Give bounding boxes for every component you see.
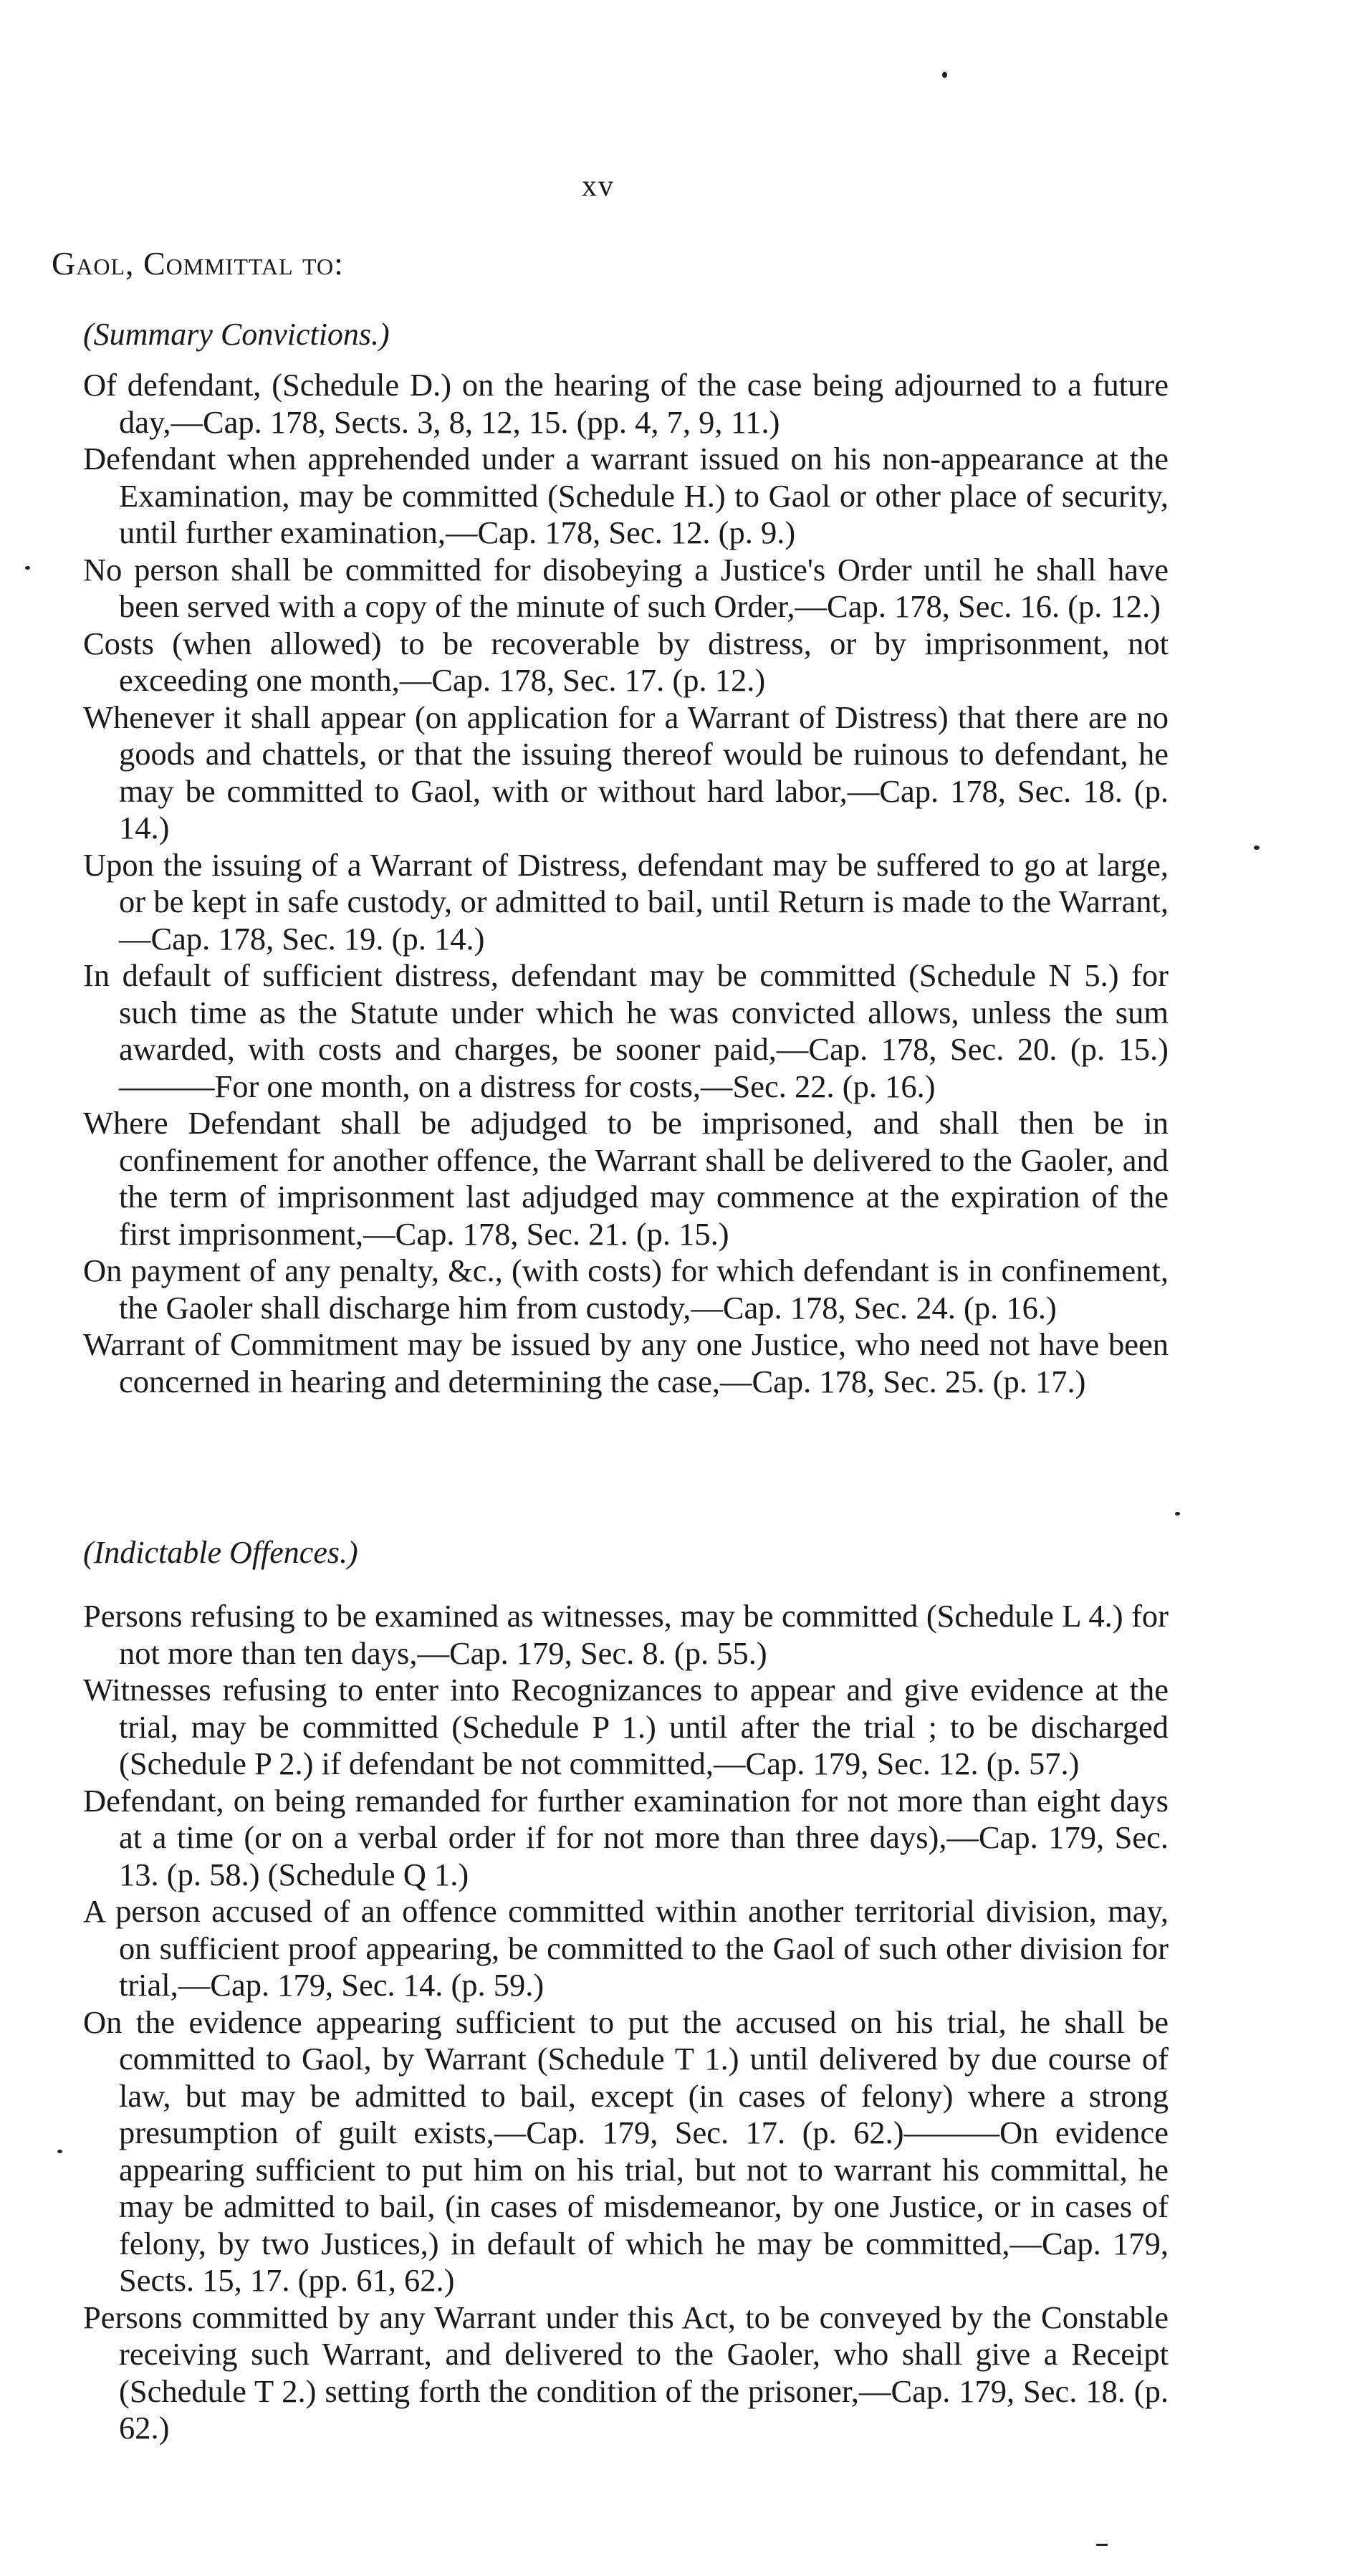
entries-indictable-offences: [83, 1598, 1169, 2447]
entry: Persons committed by any Warrant under this Act, to be conveyed by the Constable receiving such Warrant, and delivered to the Gaoler, who shall give a Receipt (Schedule T 2.) setting forth the condition of the prisoner,—Cap. 179, Sec. 18. (p. 62.): [83, 2299, 1169, 2446]
entry: Costs (when allowed) to be recoverable by distress, or by imprisonment, not exceeding one month,—Cap. 178, Sec. 17. (p. 12.): [83, 625, 1169, 698]
scan-speck: [1175, 1512, 1180, 1516]
scan-speck: [942, 72, 947, 78]
entry: Upon the issuing of a Warrant of Distress, defendant may be suffered to go at large, or be kept in safe custody, or admitted to bail, until Return is made to the Warrant,—Cap. 178, Sec. 19. (p. 14.): [83, 846, 1169, 957]
entry: Witnesses refusing to enter into Recognizances to appear and give evidence at the trial, may be committed (Schedule P 1.) until after the trial ; to be discharged (Schedule P 2.) if defendant be not committed,—Cap. 179, Sec. 12. (p. 57.): [83, 1672, 1169, 1781]
subheading-indictable-offences: (Indictable Offences.): [83, 1535, 358, 1570]
entry: On payment of any penalty, &c., (with costs) for which defendant is in confinement, the Gaoler shall discharge him from custody,—Cap. 178, Sec. 24. (p. 16.): [83, 1253, 1169, 1326]
entry: Defendant when apprehended under a warrant issued on his non-appearance at the Examination, may be committed (Schedule H.) to Gaol or other place of security, until further examination,—Cap. 178, Sec. 12. (p. 9.): [83, 441, 1169, 550]
entry: Whenever it shall appear (on application for a Warrant of Distress) that there are no goods and chattels, or that the issuing thereof would be ruinous to defendant, he may be committed to Gaol, with or without hard labor,—Cap. 178, Sec. 18. (p. 14.): [83, 699, 1169, 846]
entry: On the evidence appearing sufficient to put the accused on his trial, he shall be committed to Gaol, by Warrant (Schedule T 1.) until delivered by due course of law, but may be admitted to bail, except (in cases of felony) where a strong presumption of guilt exists,—Cap. 179, Sec. 17. (p. 62.)———On evidence appearing sufficient to put him on his trial, but not to warrant his committal, he may be admitted to bail, (in cases of misdemeanor, by one Justice, or in cases of felony, by two Justices,) in default of which he may be committed,—Cap. 179, Sects. 15, 17. (pp. 61, 62.): [83, 2003, 1169, 2298]
scan-speck: [25, 566, 30, 570]
entry: Persons refusing to be examined as witnesses, may be committed (Schedule L 4.) for not more than ten days,—Cap. 179, Sec. 8. (p. 55.): [83, 1598, 1169, 1671]
entry: Warrant of Commitment may be issued by any one Justice, who need not have been concerned in hearing and determining the case,—Cap. 178, Sec. 25. (p. 17.): [83, 1326, 1169, 1399]
subheading-summary-convictions: (Summary Convictions.): [83, 317, 390, 352]
page-number: xv: [582, 170, 615, 203]
entries-summary-convictions: [83, 367, 1169, 1400]
scan-speck: [57, 2150, 62, 2153]
scan-speck: [1254, 846, 1260, 850]
scan-speck: [1096, 2544, 1108, 2546]
entry: No person shall be committed for disobeying a Justice's Order until he shall have been served with a copy of the minute of such Order,—Cap. 178, Sec. 16. (p. 12.): [83, 551, 1169, 624]
entry: Defendant, on being remanded for further examination for not more than eight days at a time (or on a verbal order if for not more than three days),—Cap. 179, Sec. 13. (p. 58.) (Schedule Q 1.): [83, 1782, 1169, 1892]
section-heading: Gaol, Committal to:: [52, 245, 344, 282]
entry: Where Defendant shall be adjudged to be imprisoned, and shall then be in confinement for another offence, the Warrant shall be delivered to the Gaoler, and the term of imprisonment last adjudged may commence at the expiration of the first imprisonment,—Cap. 178, Sec. 21. (p. 15.): [83, 1105, 1169, 1252]
entry: In default of sufficient distress, defendant may be committed (Schedule N 5.) for such time as the Statute under which he was convicted allows, unless the sum awarded, with costs and charges, be sooner paid,—Cap. 178, Sec. 20. (p. 15.)———For one month, on a distress for costs,—Sec. 22. (p. 16.): [83, 957, 1169, 1104]
entry: Of defendant, (Schedule D.) on the hearing of the case being adjourned to a future day,—Cap. 178, Sects. 3, 8, 12, 15. (pp. 4, 7, 9, 11.): [83, 367, 1169, 440]
entry: A person accused of an offence committed within another territorial division, may, on sufficient proof appearing, be committed to the Gaol of such other division for trial,—Cap. 179, Sec. 14. (p. 59.): [83, 1893, 1169, 2003]
